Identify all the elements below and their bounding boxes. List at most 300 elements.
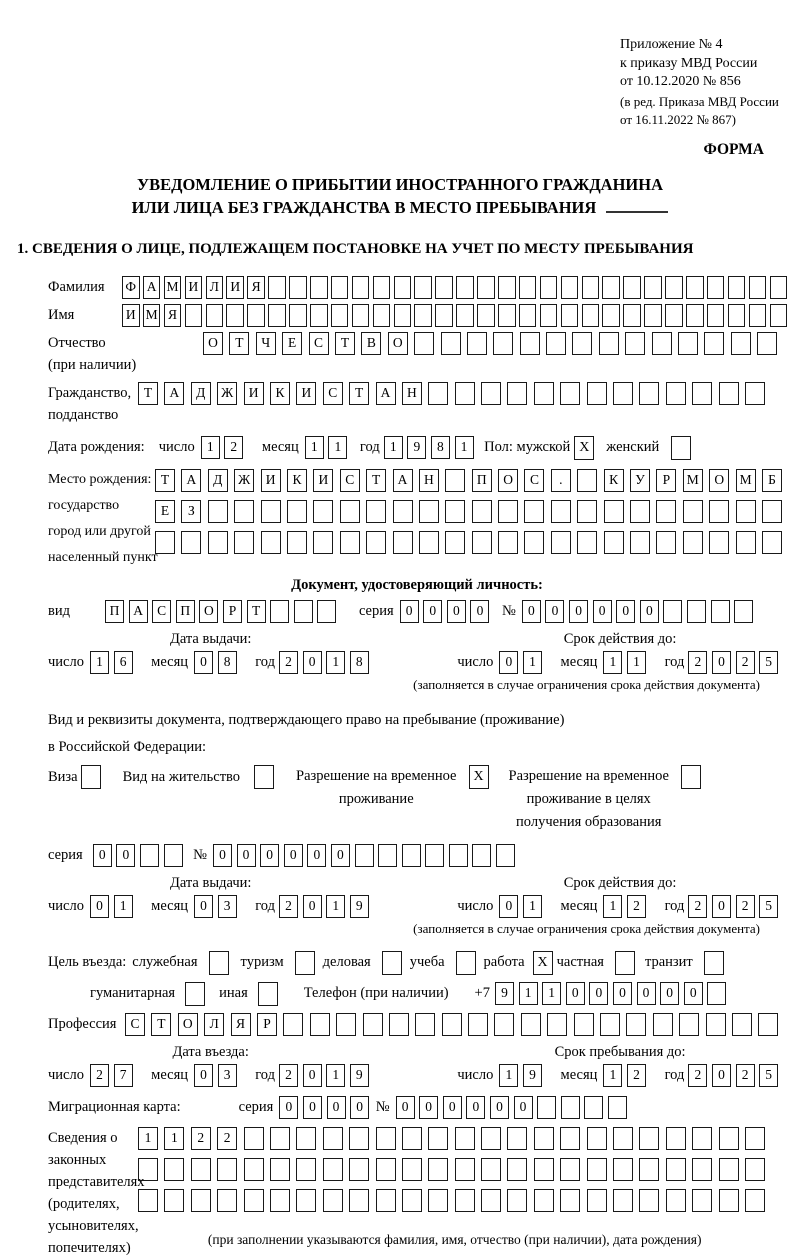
purpose-study-checkbox[interactable] <box>456 951 476 975</box>
char-cell[interactable] <box>666 1127 686 1150</box>
char-cell[interactable]: А <box>143 276 161 299</box>
surname-input[interactable] <box>122 276 791 299</box>
char-cell[interactable] <box>268 304 286 327</box>
char-cell[interactable] <box>317 600 336 623</box>
char-cell[interactable]: Я <box>164 304 182 327</box>
residence-issue-month-input[interactable] <box>194 895 241 918</box>
char-cell[interactable] <box>234 531 254 554</box>
char-cell[interactable]: 0 <box>331 844 350 867</box>
char-cell[interactable] <box>613 382 633 405</box>
char-cell[interactable] <box>217 1158 237 1181</box>
char-cell[interactable]: М <box>143 304 161 327</box>
residence-expiry-year-input[interactable] <box>688 895 782 918</box>
char-cell[interactable] <box>455 1189 475 1212</box>
char-cell[interactable] <box>560 1158 580 1181</box>
char-cell[interactable] <box>623 276 641 299</box>
residence-expiry-month-input[interactable] <box>603 895 650 918</box>
char-cell[interactable] <box>507 1127 527 1150</box>
char-cell[interactable]: 1 <box>326 895 345 918</box>
char-cell[interactable] <box>687 600 706 623</box>
representatives-line1-input[interactable] <box>138 1127 771 1150</box>
char-cell[interactable]: 1 <box>523 651 542 674</box>
char-cell[interactable] <box>692 1189 712 1212</box>
char-cell[interactable] <box>639 1127 659 1150</box>
char-cell[interactable] <box>613 1158 633 1181</box>
char-cell[interactable] <box>208 500 228 523</box>
char-cell[interactable] <box>524 531 544 554</box>
char-cell[interactable]: 1 <box>328 436 347 459</box>
char-cell[interactable]: 2 <box>191 1127 211 1150</box>
char-cell[interactable] <box>340 500 360 523</box>
char-cell[interactable] <box>164 844 183 867</box>
char-cell[interactable] <box>560 1127 580 1150</box>
char-cell[interactable] <box>652 332 672 355</box>
char-cell[interactable]: 2 <box>736 1064 755 1087</box>
char-cell[interactable]: С <box>309 332 329 355</box>
purpose-humanitarian-checkbox[interactable] <box>185 982 205 1006</box>
char-cell[interactable] <box>435 304 453 327</box>
char-cell[interactable] <box>402 844 421 867</box>
char-cell[interactable] <box>745 1127 765 1150</box>
char-cell[interactable]: П <box>176 600 195 623</box>
char-cell[interactable] <box>587 1158 607 1181</box>
char-cell[interactable]: М <box>164 276 182 299</box>
char-cell[interactable] <box>310 1013 330 1036</box>
char-cell[interactable] <box>481 382 501 405</box>
char-cell[interactable] <box>604 531 624 554</box>
char-cell[interactable]: К <box>270 382 290 405</box>
char-cell[interactable] <box>665 276 683 299</box>
char-cell[interactable] <box>732 1013 752 1036</box>
char-cell[interactable] <box>656 500 676 523</box>
char-cell[interactable] <box>414 276 432 299</box>
char-cell[interactable] <box>613 1189 633 1212</box>
char-cell[interactable] <box>455 1127 475 1150</box>
residence-issue-year-input[interactable] <box>279 895 373 918</box>
char-cell[interactable] <box>310 276 328 299</box>
char-cell[interactable] <box>155 531 175 554</box>
char-cell[interactable]: 0 <box>613 982 632 1005</box>
char-cell[interactable] <box>728 304 746 327</box>
char-cell[interactable] <box>296 1189 316 1212</box>
char-cell[interactable] <box>736 531 756 554</box>
char-cell[interactable] <box>692 1158 712 1181</box>
char-cell[interactable]: 9 <box>407 436 426 459</box>
char-cell[interactable]: 0 <box>684 982 703 1005</box>
char-cell[interactable]: 3 <box>218 1064 237 1087</box>
char-cell[interactable] <box>477 276 495 299</box>
char-cell[interactable]: О <box>203 332 223 355</box>
char-cell[interactable]: 0 <box>350 1096 369 1119</box>
char-cell[interactable] <box>441 332 461 355</box>
temp-residence-edu-checkbox[interactable] <box>681 765 701 789</box>
char-cell[interactable] <box>261 531 281 554</box>
char-cell[interactable] <box>428 1158 448 1181</box>
char-cell[interactable]: 2 <box>279 651 298 674</box>
char-cell[interactable] <box>376 1189 396 1212</box>
doc-issue-month-input[interactable] <box>194 651 241 674</box>
char-cell[interactable]: 1 <box>455 436 474 459</box>
char-cell[interactable]: Я <box>231 1013 251 1036</box>
char-cell[interactable] <box>679 1013 699 1036</box>
char-cell[interactable]: 0 <box>637 982 656 1005</box>
char-cell[interactable] <box>692 382 712 405</box>
char-cell[interactable] <box>587 1127 607 1150</box>
char-cell[interactable] <box>577 469 597 492</box>
purpose-business-checkbox[interactable] <box>209 951 229 975</box>
char-cell[interactable] <box>582 304 600 327</box>
doc-series-input[interactable] <box>400 600 494 623</box>
char-cell[interactable] <box>706 1013 726 1036</box>
birth-place-line3-input[interactable] <box>155 531 788 554</box>
char-cell[interactable]: 2 <box>90 1064 109 1087</box>
char-cell[interactable]: Ф <box>122 276 140 299</box>
doc-kind-input[interactable] <box>105 600 341 623</box>
char-cell[interactable]: 1 <box>627 651 646 674</box>
char-cell[interactable] <box>656 531 676 554</box>
char-cell[interactable]: 1 <box>164 1127 184 1150</box>
char-cell[interactable]: О <box>388 332 408 355</box>
sex-male-checkbox[interactable]: X <box>574 436 594 460</box>
char-cell[interactable] <box>719 1127 739 1150</box>
char-cell[interactable]: 2 <box>736 651 755 674</box>
char-cell[interactable]: Ч <box>256 332 276 355</box>
char-cell[interactable] <box>455 1158 475 1181</box>
char-cell[interactable] <box>683 500 703 523</box>
char-cell[interactable]: 0 <box>566 982 585 1005</box>
char-cell[interactable] <box>296 1127 316 1150</box>
char-cell[interactable]: 0 <box>499 651 518 674</box>
char-cell[interactable] <box>481 1127 501 1150</box>
doc-issue-day-input[interactable] <box>90 651 137 674</box>
char-cell[interactable] <box>287 531 307 554</box>
char-cell[interactable] <box>731 332 751 355</box>
char-cell[interactable] <box>164 1158 184 1181</box>
char-cell[interactable]: Д <box>208 469 228 492</box>
char-cell[interactable]: А <box>181 469 201 492</box>
char-cell[interactable]: С <box>524 469 544 492</box>
char-cell[interactable] <box>340 531 360 554</box>
char-cell[interactable]: 2 <box>224 436 243 459</box>
char-cell[interactable]: К <box>287 469 307 492</box>
char-cell[interactable]: 0 <box>419 1096 438 1119</box>
char-cell[interactable] <box>604 500 624 523</box>
char-cell[interactable] <box>394 276 412 299</box>
char-cell[interactable] <box>472 500 492 523</box>
char-cell[interactable] <box>449 844 468 867</box>
char-cell[interactable] <box>428 1189 448 1212</box>
birth-place-line2-input[interactable] <box>155 500 788 523</box>
char-cell[interactable] <box>296 1158 316 1181</box>
char-cell[interactable] <box>762 500 782 523</box>
char-cell[interactable] <box>270 1189 290 1212</box>
residence-expiry-day-input[interactable] <box>499 895 546 918</box>
char-cell[interactable] <box>666 382 686 405</box>
migration-series-input[interactable] <box>279 1096 373 1119</box>
char-cell[interactable] <box>208 531 228 554</box>
char-cell[interactable] <box>378 844 397 867</box>
char-cell[interactable] <box>498 500 518 523</box>
char-cell[interactable] <box>373 304 391 327</box>
char-cell[interactable] <box>540 304 558 327</box>
char-cell[interactable]: 1 <box>201 436 220 459</box>
char-cell[interactable]: 8 <box>218 651 237 674</box>
char-cell[interactable]: 1 <box>326 1064 345 1087</box>
char-cell[interactable] <box>331 304 349 327</box>
char-cell[interactable] <box>270 1158 290 1181</box>
char-cell[interactable] <box>507 1189 527 1212</box>
char-cell[interactable]: 7 <box>114 1064 133 1087</box>
char-cell[interactable] <box>313 500 333 523</box>
char-cell[interactable] <box>600 1013 620 1036</box>
char-cell[interactable] <box>587 1189 607 1212</box>
doc-number-input[interactable] <box>522 600 758 623</box>
birth-month-input[interactable] <box>305 436 352 459</box>
char-cell[interactable]: Б <box>762 469 782 492</box>
sex-female-checkbox[interactable] <box>671 436 691 460</box>
entry-month-input[interactable] <box>194 1064 241 1087</box>
char-cell[interactable] <box>644 276 662 299</box>
char-cell[interactable] <box>217 1189 237 1212</box>
purpose-transit-checkbox[interactable] <box>704 951 724 975</box>
doc-expiry-month-input[interactable] <box>603 651 650 674</box>
char-cell[interactable] <box>719 1189 739 1212</box>
char-cell[interactable] <box>630 531 650 554</box>
char-cell[interactable]: Т <box>138 382 158 405</box>
citizenship-input[interactable] <box>138 382 771 405</box>
char-cell[interactable]: 0 <box>194 651 213 674</box>
char-cell[interactable] <box>331 276 349 299</box>
char-cell[interactable]: З <box>181 500 201 523</box>
char-cell[interactable] <box>244 1127 264 1150</box>
char-cell[interactable] <box>749 276 767 299</box>
temp-residence-checkbox[interactable]: X <box>469 765 489 789</box>
char-cell[interactable] <box>373 276 391 299</box>
char-cell[interactable] <box>376 1158 396 1181</box>
purpose-commercial-checkbox[interactable] <box>382 951 402 975</box>
char-cell[interactable] <box>519 276 537 299</box>
char-cell[interactable] <box>707 276 725 299</box>
char-cell[interactable] <box>757 332 777 355</box>
residence-number-input[interactable] <box>213 844 520 867</box>
char-cell[interactable]: 0 <box>303 1096 322 1119</box>
char-cell[interactable] <box>261 500 281 523</box>
char-cell[interactable]: Р <box>223 600 242 623</box>
char-cell[interactable]: 0 <box>327 1096 346 1119</box>
char-cell[interactable]: 0 <box>93 844 112 867</box>
char-cell[interactable]: 0 <box>194 1064 213 1087</box>
char-cell[interactable] <box>560 1189 580 1212</box>
char-cell[interactable] <box>244 1189 264 1212</box>
char-cell[interactable] <box>494 1013 514 1036</box>
char-cell[interactable]: 1 <box>603 1064 622 1087</box>
char-cell[interactable] <box>745 1189 765 1212</box>
char-cell[interactable] <box>762 531 782 554</box>
char-cell[interactable]: Ж <box>234 469 254 492</box>
char-cell[interactable] <box>445 500 465 523</box>
char-cell[interactable]: 0 <box>712 651 731 674</box>
char-cell[interactable] <box>582 276 600 299</box>
char-cell[interactable] <box>707 304 725 327</box>
char-cell[interactable] <box>481 1158 501 1181</box>
char-cell[interactable] <box>270 600 289 623</box>
char-cell[interactable] <box>419 500 439 523</box>
char-cell[interactable] <box>493 332 513 355</box>
char-cell[interactable] <box>520 332 540 355</box>
char-cell[interactable] <box>770 304 788 327</box>
char-cell[interactable]: 8 <box>431 436 450 459</box>
char-cell[interactable]: 0 <box>466 1096 485 1119</box>
char-cell[interactable]: 1 <box>138 1127 158 1150</box>
char-cell[interactable] <box>419 531 439 554</box>
char-cell[interactable] <box>270 1127 290 1150</box>
purpose-other-checkbox[interactable] <box>258 982 278 1006</box>
residence-permit-checkbox[interactable] <box>254 765 274 789</box>
char-cell[interactable] <box>289 276 307 299</box>
char-cell[interactable] <box>323 1127 343 1150</box>
char-cell[interactable] <box>206 304 224 327</box>
char-cell[interactable]: 2 <box>688 1064 707 1087</box>
char-cell[interactable]: В <box>361 332 381 355</box>
char-cell[interactable] <box>561 1096 580 1119</box>
char-cell[interactable] <box>414 304 432 327</box>
char-cell[interactable] <box>561 276 579 299</box>
visa-checkbox[interactable] <box>81 765 101 789</box>
char-cell[interactable]: 0 <box>260 844 279 867</box>
char-cell[interactable]: И <box>313 469 333 492</box>
char-cell[interactable]: 0 <box>396 1096 415 1119</box>
char-cell[interactable] <box>336 1013 356 1036</box>
char-cell[interactable] <box>534 1127 554 1150</box>
char-cell[interactable] <box>138 1189 158 1212</box>
char-cell[interactable] <box>745 382 765 405</box>
char-cell[interactable] <box>711 600 730 623</box>
char-cell[interactable] <box>268 276 286 299</box>
char-cell[interactable]: О <box>498 469 518 492</box>
char-cell[interactable]: С <box>125 1013 145 1036</box>
char-cell[interactable]: 1 <box>523 895 542 918</box>
char-cell[interactable] <box>587 382 607 405</box>
char-cell[interactable] <box>546 332 566 355</box>
char-cell[interactable]: 1 <box>384 436 403 459</box>
char-cell[interactable]: 0 <box>90 895 109 918</box>
char-cell[interactable]: М <box>736 469 756 492</box>
char-cell[interactable] <box>394 304 412 327</box>
char-cell[interactable]: К <box>604 469 624 492</box>
char-cell[interactable] <box>666 1158 686 1181</box>
char-cell[interactable] <box>678 332 698 355</box>
char-cell[interactable] <box>287 500 307 523</box>
char-cell[interactable]: А <box>164 382 184 405</box>
char-cell[interactable]: 8 <box>350 651 369 674</box>
char-cell[interactable] <box>191 1189 211 1212</box>
char-cell[interactable]: С <box>340 469 360 492</box>
char-cell[interactable]: . <box>551 469 571 492</box>
char-cell[interactable]: 0 <box>303 895 322 918</box>
char-cell[interactable] <box>414 332 434 355</box>
char-cell[interactable]: 0 <box>470 600 489 623</box>
stay-month-input[interactable] <box>603 1064 650 1087</box>
char-cell[interactable]: П <box>472 469 492 492</box>
char-cell[interactable]: Я <box>247 276 265 299</box>
representatives-line3-input[interactable] <box>138 1189 771 1212</box>
profession-input[interactable] <box>125 1013 785 1036</box>
char-cell[interactable]: 1 <box>603 895 622 918</box>
char-cell[interactable]: 2 <box>627 895 646 918</box>
char-cell[interactable] <box>602 304 620 327</box>
char-cell[interactable]: О <box>178 1013 198 1036</box>
char-cell[interactable]: Т <box>155 469 175 492</box>
char-cell[interactable]: 0 <box>712 1064 731 1087</box>
char-cell[interactable] <box>719 1158 739 1181</box>
char-cell[interactable] <box>704 332 724 355</box>
purpose-work-checkbox[interactable]: X <box>533 951 553 975</box>
char-cell[interactable] <box>551 531 571 554</box>
char-cell[interactable] <box>349 1158 369 1181</box>
char-cell[interactable]: Т <box>247 600 266 623</box>
entry-year-input[interactable] <box>279 1064 373 1087</box>
char-cell[interactable]: 2 <box>279 895 298 918</box>
char-cell[interactable] <box>719 382 739 405</box>
char-cell[interactable] <box>456 276 474 299</box>
char-cell[interactable] <box>435 276 453 299</box>
char-cell[interactable]: Р <box>257 1013 277 1036</box>
migration-number-input[interactable] <box>396 1096 632 1119</box>
birth-place-line1-input[interactable] <box>155 469 788 492</box>
char-cell[interactable] <box>745 1158 765 1181</box>
char-cell[interactable] <box>496 844 515 867</box>
char-cell[interactable] <box>456 304 474 327</box>
char-cell[interactable] <box>507 1158 527 1181</box>
char-cell[interactable] <box>639 382 659 405</box>
char-cell[interactable]: С <box>323 382 343 405</box>
char-cell[interactable] <box>428 1127 448 1150</box>
char-cell[interactable] <box>534 1158 554 1181</box>
char-cell[interactable] <box>613 1127 633 1150</box>
char-cell[interactable]: 2 <box>688 651 707 674</box>
char-cell[interactable]: И <box>244 382 264 405</box>
char-cell[interactable] <box>191 1158 211 1181</box>
char-cell[interactable] <box>472 531 492 554</box>
char-cell[interactable]: 0 <box>593 600 612 623</box>
char-cell[interactable] <box>393 531 413 554</box>
char-cell[interactable] <box>639 1189 659 1212</box>
char-cell[interactable]: 9 <box>350 895 369 918</box>
char-cell[interactable]: И <box>122 304 140 327</box>
char-cell[interactable] <box>537 1096 556 1119</box>
char-cell[interactable] <box>185 304 203 327</box>
char-cell[interactable]: Н <box>402 382 422 405</box>
char-cell[interactable] <box>524 500 544 523</box>
purpose-private-checkbox[interactable] <box>615 951 635 975</box>
char-cell[interactable]: 0 <box>589 982 608 1005</box>
char-cell[interactable]: 1 <box>499 1064 518 1087</box>
char-cell[interactable] <box>534 1189 554 1212</box>
char-cell[interactable]: 0 <box>545 600 564 623</box>
char-cell[interactable] <box>736 500 756 523</box>
char-cell[interactable] <box>644 304 662 327</box>
char-cell[interactable]: 2 <box>627 1064 646 1087</box>
char-cell[interactable] <box>707 982 726 1005</box>
char-cell[interactable] <box>521 1013 541 1036</box>
char-cell[interactable]: 1 <box>519 982 538 1005</box>
char-cell[interactable] <box>234 500 254 523</box>
phone-input[interactable] <box>495 982 731 1005</box>
char-cell[interactable]: 0 <box>514 1096 533 1119</box>
char-cell[interactable] <box>574 1013 594 1036</box>
char-cell[interactable]: 0 <box>616 600 635 623</box>
char-cell[interactable]: Ж <box>217 382 237 405</box>
